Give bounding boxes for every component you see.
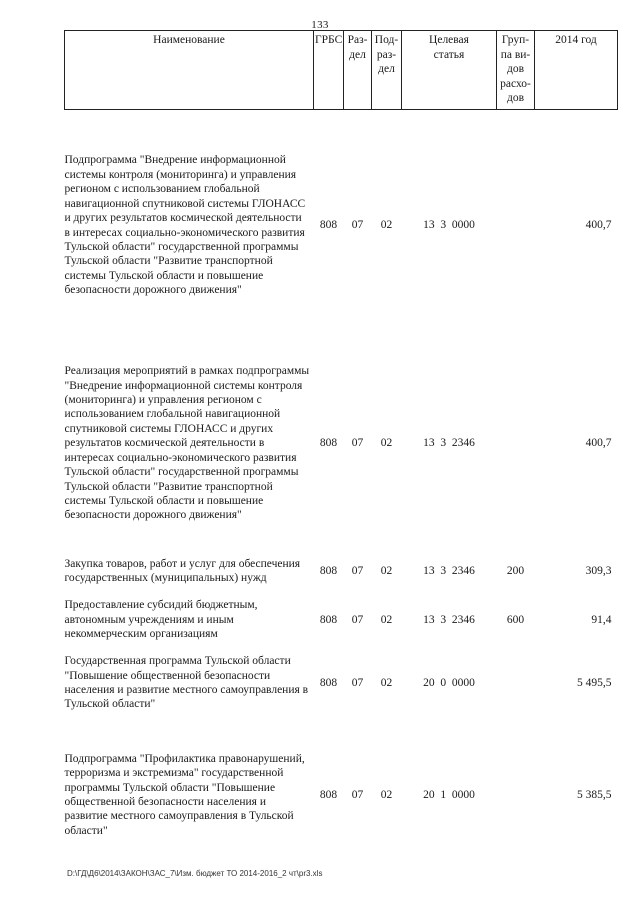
row-razdel: 07 [351, 788, 364, 801]
file-path-footer: D:\ГД\Д6\2014\ЗАКОН\ЗАС_7\Изм. бюджет ТО 2014-2016_2 чт\pr3.xls [67, 869, 323, 878]
row-name: Реализация мероприятий в рамках подпрограммы "Внедрение информационной системы контроля (мониторинга) и управления регионом с использованием глобальной навигационной спутниковой системы ГЛОНАСС и других результатов космической деятельности в интересах социально-экономического развития Тульской области" государственной программы Тульской области "Развитие транспортной системы Тульской области и повышение безопасности дорожного движения" [64, 365, 310, 522]
row-gruppa [497, 644, 535, 722]
page-number: 133 [311, 19, 329, 31]
table-row [65, 546, 618, 596]
header-year-2014: 2014 год [535, 31, 618, 110]
table-row [65, 644, 618, 722]
row-gruppa: 200 [506, 564, 525, 577]
row-razdel: 07 [351, 437, 364, 450]
row-gruppa [497, 130, 535, 321]
row-grbs: 808 [319, 437, 338, 450]
table-row [65, 596, 618, 644]
row-celevaya-statya: 20 1 0000 [423, 788, 475, 801]
row-razdel: 07 [351, 219, 364, 232]
header-grbs: ГРБС [314, 31, 344, 110]
row-name: Государственная программа Тульской области "Повышение общественной безопасности населения и развитие местного самоуправления в Тульской области" [64, 655, 309, 711]
header-podrazdel: Под- раз- дел [372, 31, 402, 110]
row-grbs: 808 [319, 564, 338, 577]
row-gruppa [497, 742, 535, 848]
row-gruppa [497, 341, 535, 546]
row-grbs: 808 [319, 788, 338, 801]
table-row [65, 130, 618, 321]
table-row [65, 742, 618, 848]
header-name: Наименование [65, 31, 314, 110]
row-name: Подпрограмма "Внедрение информационной системы контроля (мониторинга) и управления регионом с использованием глобальной навигационной спутниковой системы ГЛОНАСС и других результатов космической деятельности в интересах социально-экономического развития Тульской области" государственной программы Тульской области "Развитие транспортной системы Тульской области и повышение безопасности дорожного движения" [64, 154, 306, 297]
row-name: Предоставление субсидий бюджетным, автономным учреждениям и иным некоммерческим организациям [64, 599, 258, 641]
row-celevaya-statya: 13 3 2346 [423, 564, 475, 577]
row-celevaya-statya: 13 3 0000 [423, 219, 475, 232]
table-row [65, 341, 618, 546]
table-header-row [65, 31, 618, 110]
row-razdel: 07 [351, 676, 364, 689]
header-celevaya-statya: Целевая статья [402, 31, 497, 110]
row-amount: 5 385,5 [577, 788, 612, 801]
row-amount: 309,3 [585, 564, 612, 577]
header-gruppa-vidov-rashodov: Груп- па ви- дов расхо- дов [497, 31, 535, 110]
row-podrazdel: 02 [380, 613, 393, 626]
row-amount: 91,4 [591, 613, 612, 626]
row-grbs: 808 [319, 219, 338, 232]
row-podrazdel: 02 [380, 676, 393, 689]
row-razdel: 07 [351, 613, 364, 626]
row-gruppa: 600 [506, 613, 525, 626]
row-celevaya-statya: 13 3 2346 [423, 437, 475, 450]
row-amount: 400,7 [585, 219, 612, 232]
budget-table [64, 30, 618, 848]
row-grbs: 808 [319, 613, 338, 626]
row-podrazdel: 02 [380, 564, 393, 577]
header-razdel: Раз- дел [344, 31, 372, 110]
row-celevaya-statya: 20 0 0000 [423, 676, 475, 689]
row-grbs: 808 [319, 676, 338, 689]
row-podrazdel: 02 [380, 788, 393, 801]
row-razdel: 07 [351, 564, 364, 577]
row-podrazdel: 02 [380, 219, 393, 232]
row-name: Подпрограмма "Профилактика правонарушений, терроризма и экстремизма" государственной программы Тульской области "Повышение общественной безопасности населения и развитие местного самоуправления в Тульской области" [64, 752, 305, 837]
row-name: Закупка товаров, работ и услуг для обеспечения государственных (муниципальных) нужд [64, 557, 301, 584]
row-podrazdel: 02 [380, 437, 393, 450]
row-amount: 5 495,5 [577, 676, 612, 689]
row-amount: 400,7 [585, 437, 612, 450]
row-celevaya-statya: 13 3 2346 [423, 613, 475, 626]
